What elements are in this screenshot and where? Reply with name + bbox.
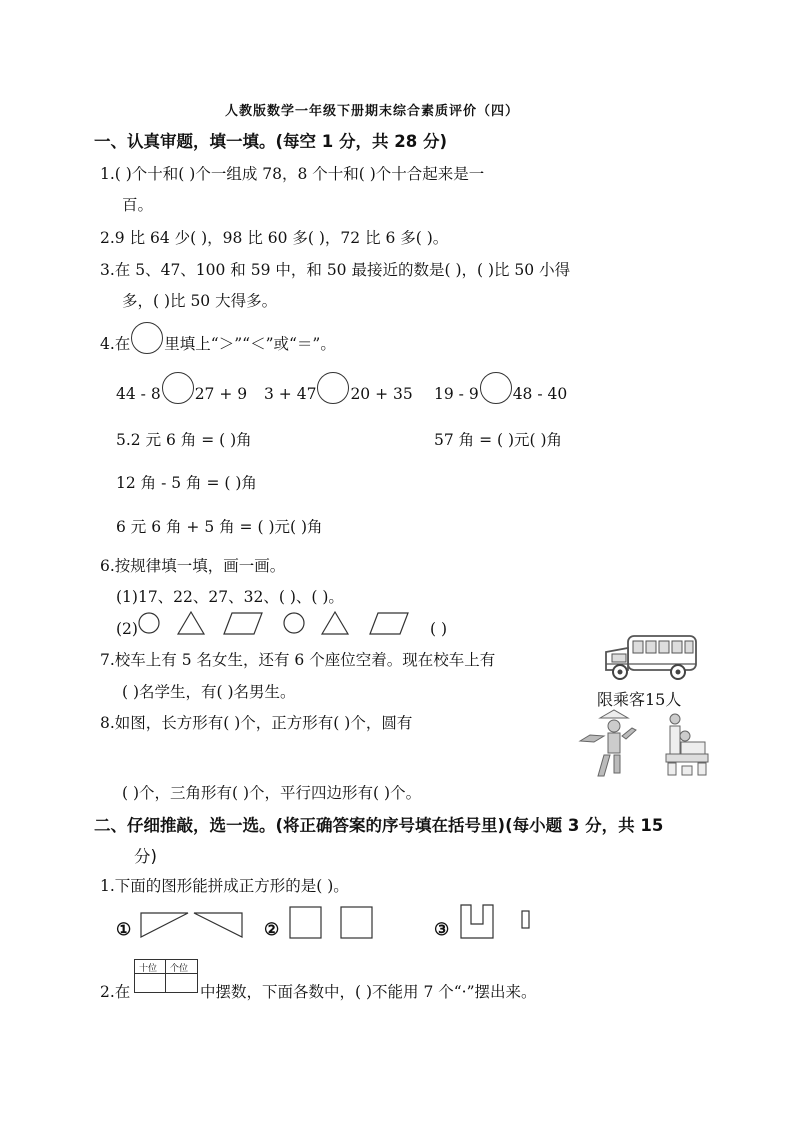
expr3-right: 48 - 40 — [512, 385, 568, 403]
pattern-circle-icon — [139, 613, 159, 633]
triangle-piece-icon — [141, 913, 188, 937]
question-5b: 57 角 = ( )元( )角 — [434, 431, 563, 449]
question-7-line1: 7.校车上有 5 名女生，还有 6 个座位空着。现在校车上有 — [100, 651, 496, 669]
expr2-right: 20 + 35 — [350, 385, 413, 403]
question-4-suffix: 里填上“＞”“＜”或“＝”。 — [164, 335, 336, 353]
section2-question-2-prefix: 2.在 — [100, 983, 131, 1001]
pattern-triangle-icon — [322, 612, 348, 634]
option-3-shapes — [460, 902, 540, 942]
compare-expression-3 — [434, 385, 567, 404]
question-6-2-label: (2) — [116, 620, 138, 638]
place-value-chart — [134, 959, 198, 993]
shapes-figure — [578, 708, 710, 780]
answer-circle[interactable] — [162, 372, 194, 404]
question-8-line1: 8.如图，长方形有( )个，正方形有( )个，圆有 — [100, 714, 413, 732]
question-4-prefix: 4.在 — [100, 335, 131, 353]
ones-header: 个位 — [170, 964, 189, 974]
pattern-circle-icon — [284, 613, 304, 633]
bus-caption: 限乘客15人 — [597, 690, 682, 709]
question-2: 2.9 比 64 少( )，98 比 60 多( )，72 比 6 多( )。 — [100, 229, 449, 247]
question-6: 6.按规律填一填，画一画。 — [100, 557, 286, 575]
answer-circle[interactable] — [317, 372, 349, 404]
question-4 — [100, 332, 336, 354]
expr2-left: 3 + 47 — [264, 385, 317, 403]
pattern-parallelogram-icon — [224, 613, 262, 634]
pattern-parallelogram-icon — [370, 613, 408, 634]
question-1-line1: 1.( )个十和( )个一组成 78，8 个十和( )个十合起来是一 — [100, 165, 485, 183]
expr3-left: 19 - 9 — [434, 385, 479, 403]
small-rect-piece-icon — [522, 911, 529, 928]
option-3-label[interactable]: ③ — [434, 920, 450, 940]
section2-heading-line2: 分) — [134, 847, 157, 866]
compare-expression-2 — [264, 385, 413, 404]
square-piece-icon — [290, 907, 321, 938]
notched-shape-icon — [461, 905, 493, 938]
question-5c: 12 角 - 5 角 = ( )角 — [116, 474, 257, 492]
question-6-1: (1)17、22、27、32、( )、( )。 — [116, 588, 344, 606]
question-3-line1: 3.在 5、47、100 和 59 中，和 50 最接近的数是( )，( )比 50 小得 — [100, 261, 571, 279]
question-8-line2: ( )个，三角形有( )个，平行四边形有( )个。 — [122, 784, 422, 802]
square-piece-icon — [341, 907, 372, 938]
pattern-triangle-icon — [178, 612, 204, 634]
tens-header: 十位 — [139, 964, 158, 974]
section2-heading-line1: 二、仔细推敲，选一选。(将正确答案的序号填在括号里)(每小题 3 分，共 15 — [94, 816, 664, 835]
option-1-shapes — [140, 910, 244, 940]
question-3-line2: 多，( )比 50 大得多。 — [122, 292, 278, 310]
compare-expression-1 — [116, 385, 247, 404]
section2-question-1: 1.下面的图形能拼成正方形的是( )。 — [100, 877, 349, 895]
option-2-label[interactable]: ② — [264, 920, 280, 940]
option-1-label[interactable]: ① — [116, 920, 132, 940]
expr1-right: 27 + 9 — [194, 385, 248, 403]
section1-heading: 一、认真审题，填一填。(每空 1 分，共 28 分) — [94, 132, 448, 151]
shape-pattern — [138, 610, 428, 640]
answer-circle[interactable] — [480, 372, 512, 404]
question-7-line2: ( )名学生，有( )名男生。 — [122, 683, 296, 701]
option-2-shapes — [289, 906, 375, 940]
triangle-piece-icon — [194, 913, 242, 937]
compare-circle-icon — [131, 322, 163, 354]
school-bus-icon — [600, 630, 700, 686]
section2-question-2-suffix: 中摆数，下面各数中，( )不能用 7 个“·”摆出来。 — [200, 983, 537, 1001]
question-1-line2: 百。 — [122, 196, 154, 214]
page-title: 人教版数学一年级下册期末综合素质评价（四） — [225, 104, 520, 119]
question-5d: 6 元 6 角 + 5 角 = ( )元( )角 — [116, 518, 323, 536]
question-5a: 5.2 元 6 角 = ( )角 — [116, 431, 252, 449]
question-6-2-blank: ( ) — [430, 620, 448, 638]
expr1-left: 44 - 8 — [116, 385, 161, 403]
